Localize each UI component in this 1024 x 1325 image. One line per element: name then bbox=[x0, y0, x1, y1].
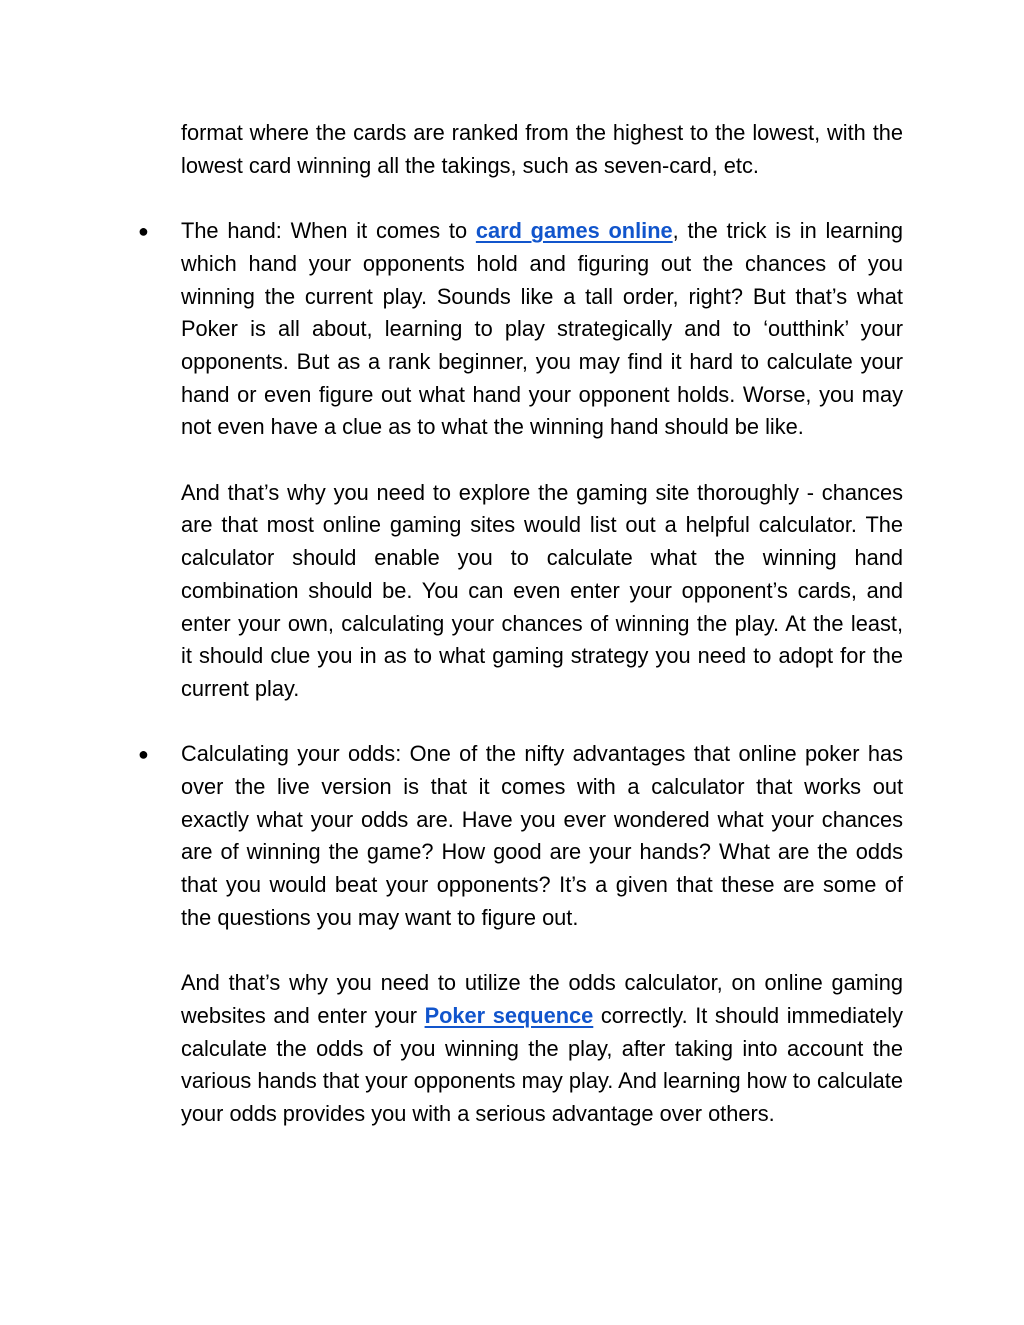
hand-rest-text: , the trick is in learning which hand your opponents hold and figuring out the chances of you winning the current play. Sounds like a tall order, right? But that’s what Poker is all about, learning to play strategically and to ‘outthink’ your opponents. But as a rank beginner, you may find it hard to calculate your hand or even figure out what hand your opponent holds. Worse, you may not even have a clue as to what the winning hand should be like. bbox=[181, 218, 903, 440]
odds-lead-text: And that’s why you need to utilize the odds calculator, on online gaming websites and enter your bbox=[181, 970, 903, 1028]
document-body bbox=[138, 117, 903, 1131]
odds-calculator-paragraph bbox=[181, 967, 903, 1131]
odds-rest-text: correctly. It should immediately calculate the odds of you winning the play, after taking into account the various hands that your opponents may play. And learning how to calculate your odds provides you with a serious advantage over others. bbox=[181, 1002, 903, 1127]
card-games-online-link[interactable]: card games online bbox=[475, 218, 673, 244]
bullet-item-odds bbox=[138, 738, 903, 934]
paragraph-gap bbox=[181, 935, 903, 968]
paragraph-gap bbox=[181, 444, 903, 477]
bullet-icon: ● bbox=[138, 744, 149, 765]
intro-paragraph: format where the cards are ranked from the highest to the lowest, with the lowest card winning all the takings, such as seven-card, etc. bbox=[181, 120, 903, 178]
bullet-item-hand bbox=[138, 215, 903, 444]
hand-lead-text: The hand: When it comes to bbox=[181, 218, 476, 244]
paragraph-gap bbox=[181, 182, 903, 215]
hand-paragraph bbox=[181, 215, 903, 444]
calculator-paragraph: And that’s why you need to explore the gaming site thoroughly - chances are that most online gaming sites would list out a helpful calculator. The calculator should enable you to calculate what the winning hand combination should be. You can even enter your opponent’s cards, and enter your own, calculating your chances of winning the play. At the least, it should clue you in as to what gaming strategy you need to adopt for the current play. bbox=[181, 479, 903, 701]
poker-sequence-link[interactable]: Poker sequence bbox=[424, 1002, 594, 1028]
bullet-icon: ● bbox=[138, 221, 149, 242]
odds-paragraph: Calculating your odds: One of the nifty advantages that online poker has over the live version is that it comes with a calculator that works out exactly what your odds are. Have you ever wondered what your chances are of winning the game? How good are your hands? What are the odds that you would beat your opponents? It’s a given that these are some of the questions you may want to figure out. bbox=[181, 741, 903, 930]
paragraph-gap bbox=[181, 706, 903, 739]
